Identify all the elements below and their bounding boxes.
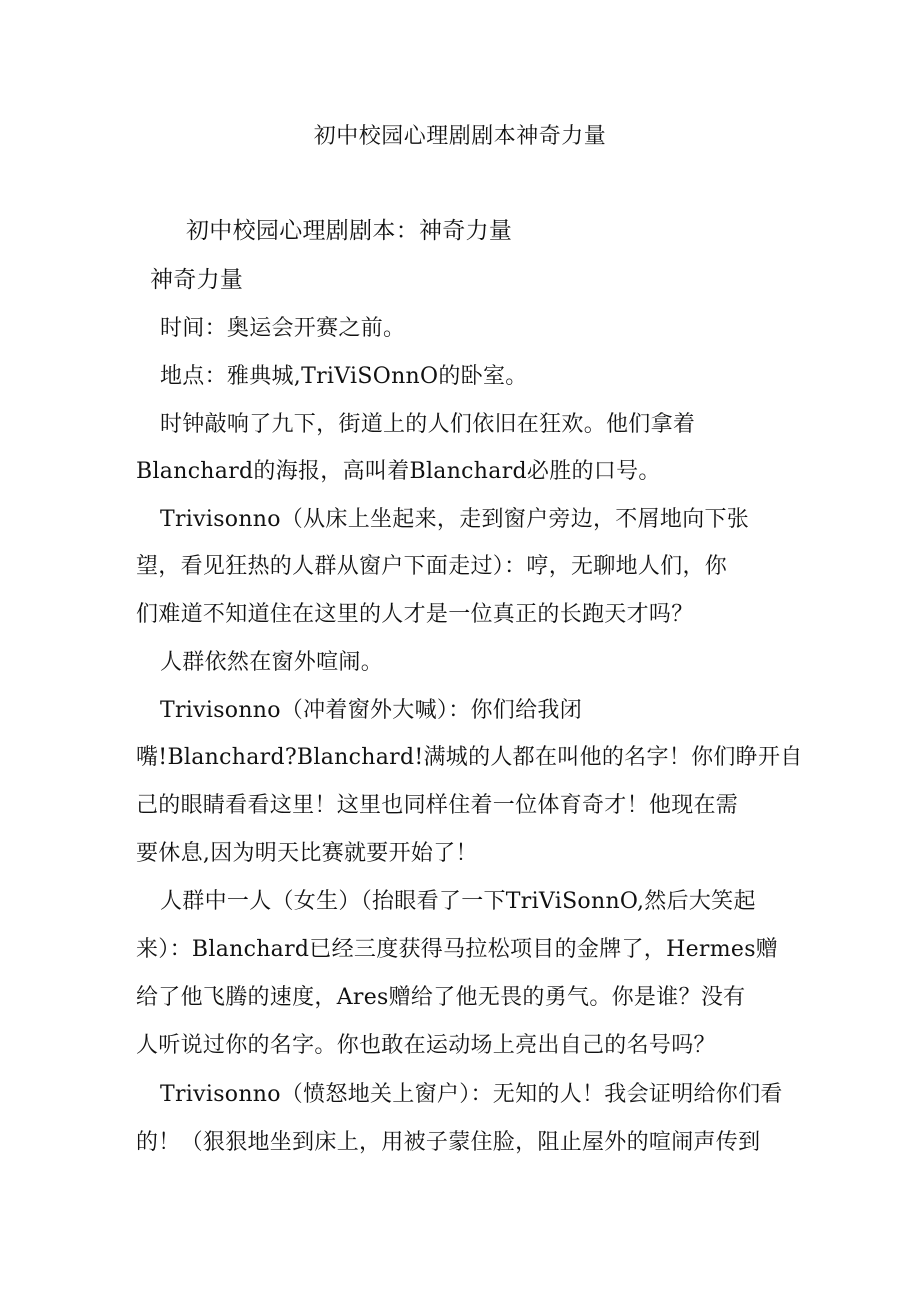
paragraph-line: 的！（狠狠地坐到床上，用被子蒙住脸，阻止屋外的喧闹声传到 — [136, 1130, 761, 1155]
paragraph-line: 人群依然在窗外喧闹。 — [160, 650, 384, 675]
paragraph-line: 己的眼睛看看这里！这里也同样住着一位体育奇才！他现在需 — [136, 793, 739, 818]
paragraph-line: 给了他飞腾的速度，Ares赠给了他无畏的勇气。你是谁？没有 — [136, 985, 746, 1010]
place-line: 地点：雅典城,TriViSOnnO的卧室。 — [160, 364, 528, 389]
subtitle-line: 初中校园心理剧剧本：神奇力量 — [186, 218, 513, 244]
paragraph-line: 要休息,因为明天比赛就要开始了！ — [136, 841, 478, 866]
paragraph-line: Trivisonno（愤怒地关上窗户）：无知的人！我会证明给你们看 — [160, 1082, 783, 1107]
paragraph-line: Trivisonno（冲着窗外大喊）：你们给我闭 — [160, 698, 583, 723]
paragraph-line: 嘴!Blanchard?Blanchard!满城的人都在叫他的名字！你们睁开自 — [136, 745, 803, 770]
section-heading: 神奇力量 — [150, 267, 244, 293]
time-line: 时间：奥运会开赛之前。 — [160, 316, 406, 341]
paragraph-line: 人听说过你的名字。你也敢在运动场上亮出自己的名号吗？ — [136, 1033, 716, 1058]
paragraph-line: 来）：Blanchard已经三度获得马拉松项目的金牌了，Hermes赠 — [136, 937, 779, 962]
paragraph-line: 人群中一人（女生）（抬眼看了一下TriViSonnO,然后大笑起 — [160, 889, 756, 914]
paragraph-line: 们难道不知道住在这里的人才是一位真正的长跑天才吗？ — [136, 602, 694, 627]
paragraph-line: Trivisonno（从床上坐起来，走到窗户旁边，不屑地向下张 — [160, 507, 750, 532]
paragraph-line: 时钟敲响了九下，街道上的人们依旧在狂欢。他们拿着 — [160, 412, 696, 437]
paragraph-line: 望，看见狂热的人群从窗户下面走过）：哼，无聊地人们，你 — [136, 554, 728, 579]
document-title: 初中校园心理剧剧本神奇力量 — [313, 124, 607, 149]
paragraph-line: Blanchard的海报，高叫着Blanchard必胜的口号。 — [136, 459, 661, 484]
